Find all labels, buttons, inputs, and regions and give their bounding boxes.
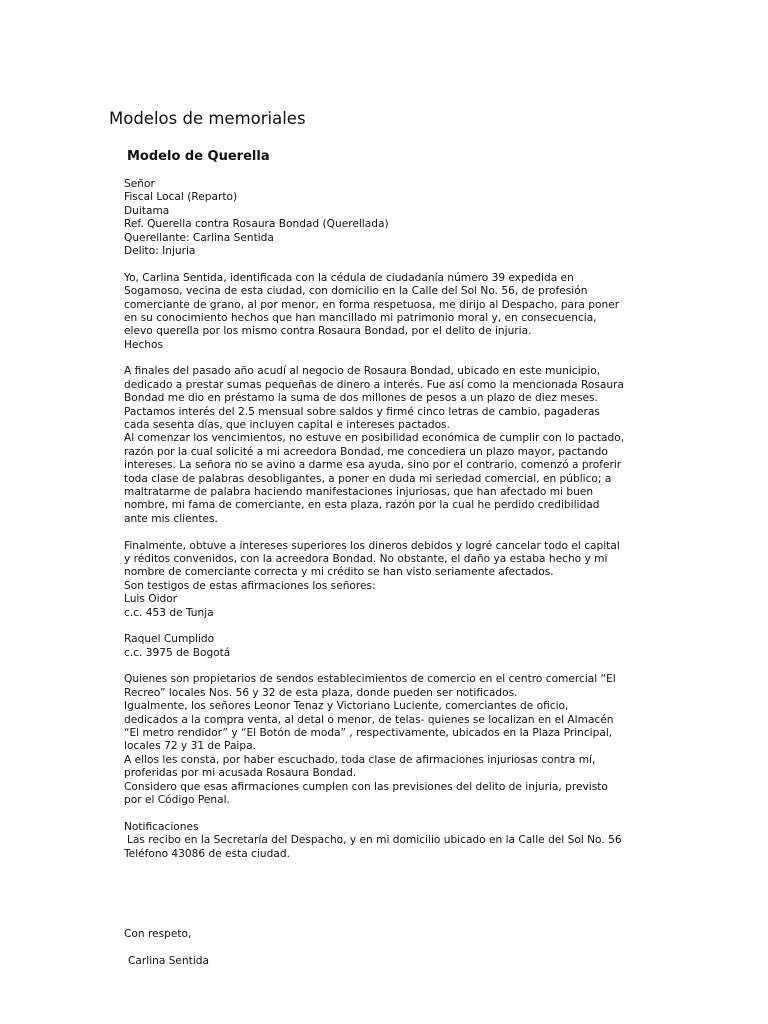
witness-name: Raquel Cumplido — [124, 633, 215, 646]
intro-line: en su conocimiento hechos que han mancillado mi patrimonio moral y, en consecuencia, — [124, 311, 597, 324]
facts-line: intereses. La señora no se avino a darme esa ayuda, sino por el contrario, comenzó a proferir — [124, 459, 622, 472]
header-line: Fiscal Local (Reparto) — [124, 191, 238, 204]
intro-line: Yo, Carlina Sentida, identificada con la cédula de ciudadanía número 39 expedida en — [124, 271, 574, 284]
facts-line: Son testigos de estas afirmaciones los señores: — [124, 579, 376, 592]
facts-line: cada sesenta días, que incluyen capital e intereses pactados. — [124, 419, 450, 432]
spacer — [124, 352, 654, 365]
notifications-line: Teléfono 43086 de esta ciudad. — [124, 847, 290, 860]
facts-line: razón por la cual solicité a mi acreedora Bondad, me concediera un plazo mayor, pactando — [124, 445, 608, 458]
notifications-heading: Notificaciones — [124, 820, 199, 833]
facts-line: Al comenzar los vencimientos, no estuve en posibilidad económica de cumplir con lo pactado, — [124, 432, 625, 445]
facts-line: A finales del pasado año acudí al negocio de Rosaura Bondad, ubicado en este municipio, — [124, 365, 601, 378]
facts-line: “El metro rendidor” y “El Botón de moda” , respectivamente, ubicados en la Plaza Principal, — [124, 727, 613, 740]
facts-line: Pactamos interés del 2.5 mensual sobre saldos y firmé cinco letras de cambio, pagaderas — [124, 405, 600, 418]
spacer — [124, 526, 654, 539]
facts-line: Finalmente, obtuve a intereses superiores los dineros debidos y logré cancelar todo el capital — [124, 539, 620, 552]
document-body — [124, 178, 654, 968]
witness-id: c.c. 3975 de Bogotá — [124, 646, 231, 659]
facts-line: toda clase de palabras desobligantes, a poner en duda mi seriedad comercial, en público; a — [124, 472, 612, 485]
spacer — [124, 807, 654, 820]
notifications-block — [124, 821, 654, 861]
closing-text: Con respeto, — [124, 927, 192, 940]
facts-line: dedicado a prestar sumas pequeñas de dinero a interés. Fue así como la mencionada Rosaura — [124, 378, 624, 391]
facts-paragraph-3 — [124, 673, 654, 807]
header-line: Querellante: Carlina Sentida — [124, 231, 274, 244]
facts-line: Quienes son propietarios de sendos establecimientos de comercio en el centro comercial “El — [124, 673, 616, 686]
facts-line: nombre de comerciante correcta y mi crédito se han visto seriamente afectados. — [124, 566, 554, 579]
document-subtitle: Modelo de Querella — [127, 149, 270, 164]
header-block — [124, 178, 654, 258]
document-title: Modelos de memoriales — [109, 109, 306, 128]
facts-line: ante mis clientes. — [124, 512, 218, 525]
facts-line: locales 72 y 31 de Paipa. — [124, 740, 256, 753]
facts-line: por el Código Penal. — [124, 793, 230, 806]
header-line: Delito: Injuria — [124, 244, 196, 257]
facts-paragraph-1 — [124, 365, 654, 526]
signature-name: Carlina Sentida — [128, 954, 209, 967]
witness-name: Luis Oidor — [124, 593, 178, 606]
section-heading-hechos: Hechos — [124, 338, 164, 351]
witness-id: c.c. 453 de Tunja — [124, 606, 214, 619]
spacer — [124, 258, 654, 271]
spacer — [124, 941, 654, 954]
facts-line: Considero que esas afirmaciones cumplen con las previsiones del delito de injuria, previsto — [124, 780, 608, 793]
header-line: Ref. Querella contra Rosaura Bondad (Querellada) — [124, 218, 389, 231]
facts-line: proferidas por mi acusada Rosaura Bondad. — [124, 767, 357, 780]
facts-line: dedicados a la compra venta, al detal o menor, de telas- quienes se localizan en el Almacén — [124, 713, 614, 726]
spacer — [124, 861, 654, 928]
facts-line: maltratarme de palabra haciendo manifestaciones injuriosas, que han afectado mi buen — [124, 485, 594, 498]
intro-line: comerciante de grano, al por menor, en forma respetuosa, me dirijo al Despacho, para poner — [124, 298, 620, 311]
header-line: Señor — [124, 178, 155, 190]
facts-paragraph-2 — [124, 540, 654, 620]
facts-line: Recreo” locales Nos. 56 y 32 de esta plaza, donde pueden ser notificados. — [124, 686, 518, 699]
facts-line: nombre, mi fama de comerciante, en esta plaza, razón por la cual he perdido credibilidad — [124, 499, 600, 512]
notifications-line: Las recibo en la Secretaría del Despacho, y en mi domicilio ubicado en la Calle del Sol No. 56 — [127, 834, 622, 847]
intro-line: elevo querella por los mismo contra Rosaura Bondad, por el delito de injuria. — [124, 325, 532, 338]
header-line: Duitama — [124, 204, 170, 217]
intro-line: Sogamoso, vecina de esta ciudad, con domicilio en la Calle del Sol No. 56, de profesión — [124, 285, 588, 298]
facts-line: Bondad me dio en préstamo la suma de dos millones de pesos a un plazo de diez meses. — [124, 392, 598, 405]
witness-block-2 — [124, 633, 654, 660]
facts-line: A ellos les consta, por haber escuchado, toda clase de afirmaciones injuriosas contra mí, — [124, 753, 596, 766]
facts-line: y réditos convenidos, con la acreedora Bondad. No obstante, el daño ya estaba hecho y mi — [124, 552, 608, 565]
spacer — [124, 660, 654, 673]
intro-paragraph — [124, 272, 654, 352]
facts-line: Igualmente, los señores Leonor Tenaz y Victoriano Luciente, comerciantes de oficio, — [124, 700, 569, 713]
spacer — [124, 620, 654, 633]
